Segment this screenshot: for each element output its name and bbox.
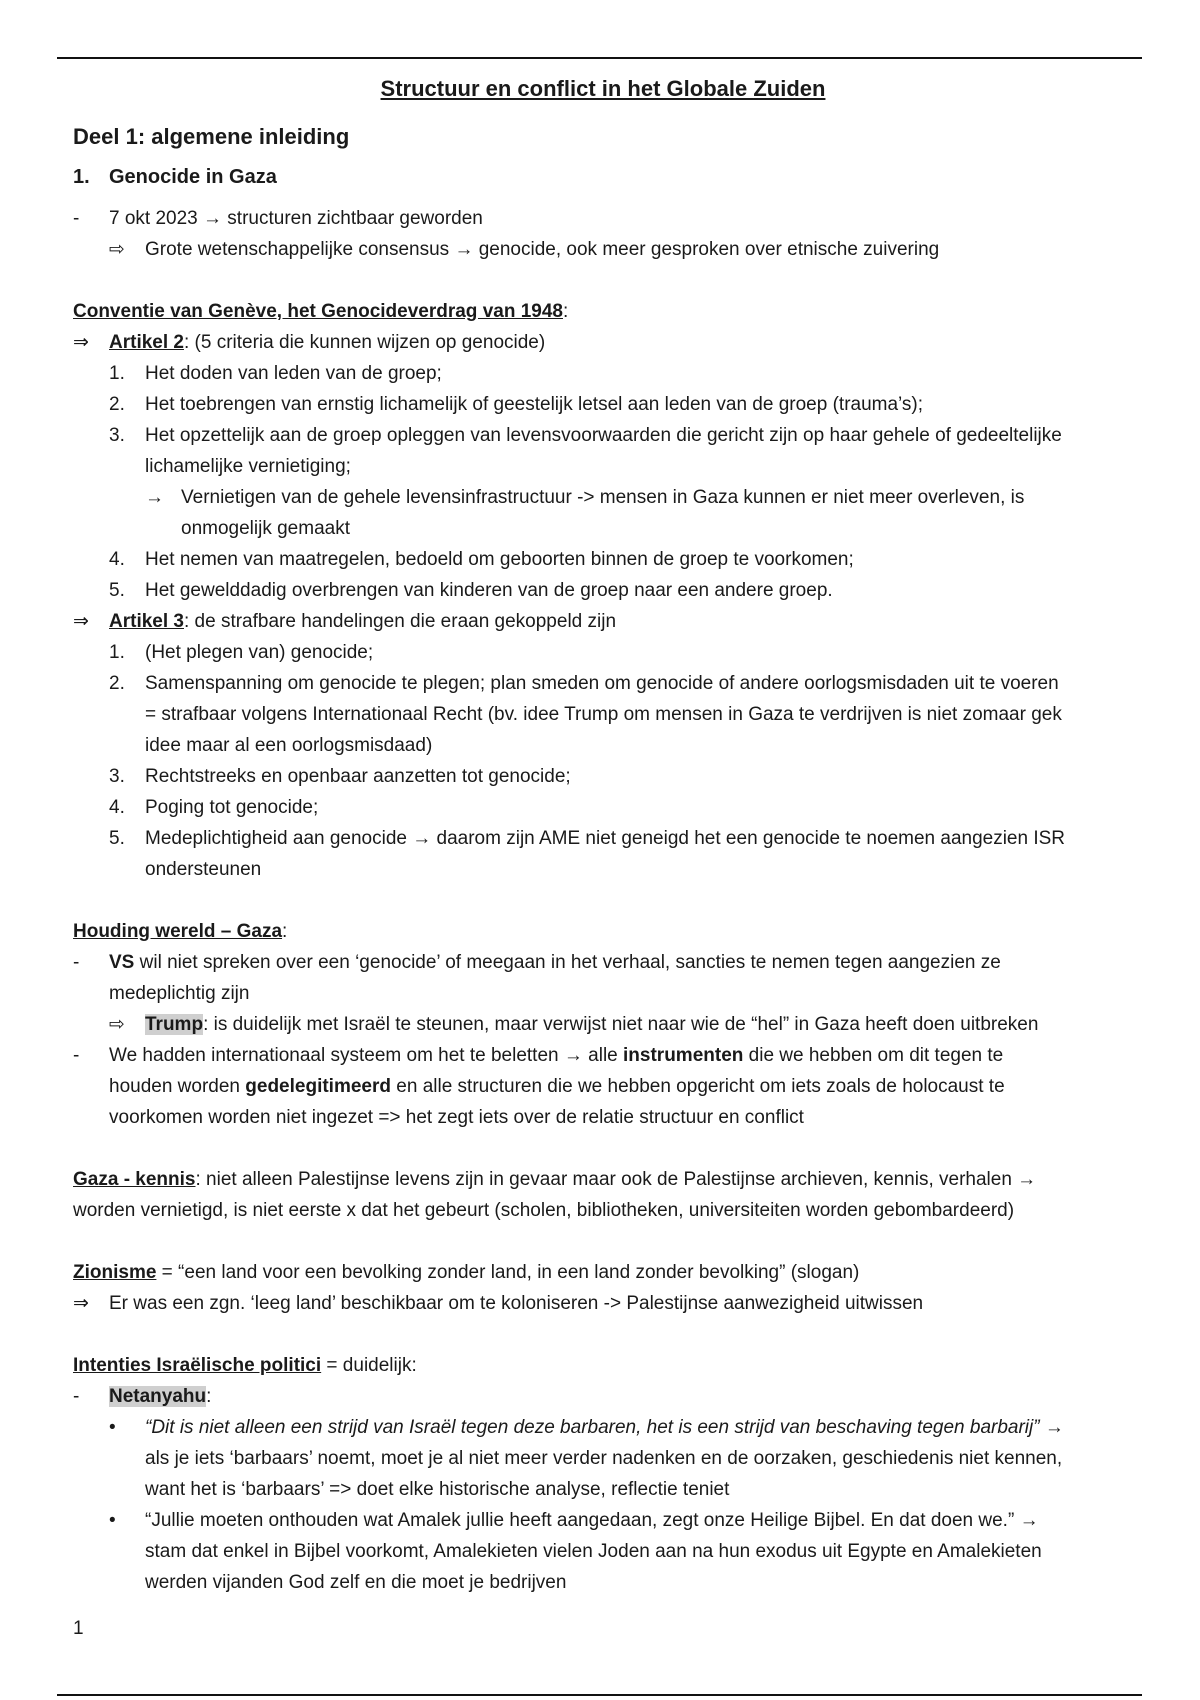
list-text: lichamelijke vernietiging; bbox=[145, 456, 351, 477]
vs-label: VS bbox=[109, 952, 135, 973]
list-text: (Het plegen van) genocide; bbox=[145, 642, 374, 663]
quote-1-text: want het is ‘barbaars’ => doet elke historische analyse, reflectie teniet bbox=[145, 1479, 730, 1500]
list-item bbox=[73, 668, 1133, 699]
arrow-icon: → bbox=[145, 487, 164, 508]
list-text: Medeplichtigheid aan genocide → daarom zijn AME niet geneigd het een genocide te noemen aangezien ISR bbox=[145, 828, 1066, 849]
colon: : bbox=[206, 1386, 212, 1407]
list-item bbox=[73, 544, 1133, 575]
dash-marker: - bbox=[73, 1045, 80, 1066]
system-bold: gedelegitimeerd bbox=[245, 1076, 391, 1097]
quote-2-continued bbox=[73, 1567, 1133, 1598]
zionisme-point-text: Er was een zgn. ‘leeg land’ beschikbaar om te koloniseren -> Palestijnse aanwezigheid uitwissen bbox=[109, 1293, 924, 1314]
document-page bbox=[73, 74, 1133, 1598]
trump-label: Trump bbox=[145, 1014, 204, 1035]
kennis-paragraph-continued bbox=[73, 1195, 1133, 1226]
dash-marker: - bbox=[73, 208, 80, 229]
intro-subline bbox=[73, 234, 1133, 265]
system-text: We hadden internationaal systeem om het te beletten → alle bbox=[109, 1045, 624, 1066]
list-text: Rechtstreeks en openbaar aanzetten tot genocide; bbox=[145, 766, 571, 787]
quote-1-arrow: → bbox=[1039, 1417, 1064, 1438]
article-3-text: : de strafbare handelingen die eraan gekoppeld zijn bbox=[183, 611, 617, 632]
sub-point-continued bbox=[73, 513, 1133, 544]
implies-icon: ⇒ bbox=[73, 1293, 89, 1314]
list-number: 5. bbox=[109, 580, 125, 601]
trump-point bbox=[73, 1009, 1133, 1040]
list-item bbox=[73, 575, 1133, 606]
vs-text: medeplichtig zijn bbox=[109, 983, 250, 1004]
zionisme-text: = “een land voor een bevolking zonder land, in een land zonder bevolking” (slogan) bbox=[156, 1262, 860, 1283]
list-number: 1. bbox=[109, 363, 125, 384]
implies-icon: ⇒ bbox=[73, 332, 89, 353]
netanyahu-point bbox=[73, 1381, 1133, 1412]
article-3 bbox=[73, 606, 1133, 637]
list-number: 2. bbox=[109, 394, 125, 415]
article-2 bbox=[73, 327, 1133, 358]
quote-1-continued bbox=[73, 1474, 1133, 1505]
intro-text: 7 okt 2023 → structuren zichtbaar geworden bbox=[109, 208, 483, 229]
list-text: ondersteunen bbox=[145, 859, 262, 880]
dash-marker: - bbox=[73, 1386, 80, 1407]
list-text: Poging tot genocide; bbox=[145, 797, 319, 818]
houding-heading bbox=[73, 916, 1133, 947]
list-item bbox=[73, 792, 1133, 823]
vs-text: wil niet spreken over een ‘genocide’ of meegaan in het verhaal, sancties te nemen tegen aangezien ze bbox=[134, 952, 1001, 973]
document-title: Structuur en conflict in het Globale Zuiden bbox=[380, 76, 826, 101]
system-point-continued bbox=[73, 1102, 1133, 1133]
system-point-continued bbox=[73, 1071, 1133, 1102]
vs-point bbox=[73, 947, 1133, 978]
intenties-label: Intenties Israëlische politici bbox=[73, 1355, 322, 1376]
list-item bbox=[73, 761, 1133, 792]
list-item bbox=[73, 420, 1133, 451]
kennis-label: Gaza - kennis bbox=[73, 1169, 196, 1190]
system-bold: instrumenten bbox=[623, 1045, 744, 1066]
list-item-continued bbox=[73, 854, 1133, 885]
quote-2-text: werden vijanden God zelf en die moet je bedrijven bbox=[145, 1572, 567, 1593]
quote-1 bbox=[73, 1412, 1133, 1443]
section-title: Genocide in Gaza bbox=[109, 166, 277, 188]
article-2-label: Artikel 2 bbox=[109, 332, 184, 353]
list-text: Het doden van leden van de groep; bbox=[145, 363, 442, 384]
zionisme-point bbox=[73, 1288, 1133, 1319]
double-arrow-icon: ⇨ bbox=[109, 1014, 125, 1035]
intro-line bbox=[73, 203, 1133, 234]
double-arrow-icon: ⇨ bbox=[109, 239, 125, 260]
system-text: die we hebben om dit tegen te bbox=[743, 1045, 1004, 1066]
netanyahu-label: Netanyahu bbox=[109, 1386, 207, 1407]
dash-marker: - bbox=[73, 952, 80, 973]
intenties-text: = duidelijk: bbox=[321, 1355, 417, 1376]
list-item-continued bbox=[73, 730, 1133, 761]
page-number: 1 bbox=[73, 1618, 84, 1639]
article-3-label: Artikel 3 bbox=[109, 611, 184, 632]
list-text: Het nemen van maatregelen, bedoeld om geboorten binnen de groep te voorkomen; bbox=[145, 549, 854, 570]
kennis-paragraph bbox=[73, 1164, 1133, 1195]
zionisme-paragraph bbox=[73, 1257, 1133, 1288]
list-number: 4. bbox=[109, 549, 125, 570]
zionisme-label: Zionisme bbox=[73, 1262, 157, 1283]
part-heading: Deel 1: algemene inleiding bbox=[73, 124, 350, 149]
list-item bbox=[73, 389, 1133, 420]
list-text: idee maar al een oorlogsmisdaad) bbox=[145, 735, 433, 756]
bullet-icon: • bbox=[109, 1417, 116, 1438]
list-text: Het toebrengen van ernstig lichamelijk of geestelijk letsel aan leden van de groep (trauma’s); bbox=[145, 394, 924, 415]
list-number: 2. bbox=[109, 673, 125, 694]
colon: : bbox=[562, 301, 569, 322]
list-text: = strafbaar volgens Internationaal Recht (bv. idee Trump om mensen in Gaza te verdrijven is niet zomaar gek bbox=[145, 704, 1062, 725]
list-item bbox=[73, 637, 1133, 668]
vs-point-continued bbox=[73, 978, 1133, 1009]
list-item-continued bbox=[73, 451, 1133, 482]
article-2-text: : (5 criteria die kunnen wijzen op genocide) bbox=[183, 332, 546, 353]
sub-point bbox=[73, 482, 1133, 513]
list-text: Samenspanning om genocide te plegen; plan smeden om genocide of andere oorlogsmisdaden uit te voeren bbox=[145, 673, 1059, 694]
quote-1-continued bbox=[73, 1443, 1133, 1474]
quote-2-continued bbox=[73, 1536, 1133, 1567]
bottom-rule bbox=[57, 1694, 1142, 1696]
sub-point-text: Vernietigen van de gehele levensinfrastructuur -> mensen in Gaza kunnen er niet meer overleven, is bbox=[181, 487, 1025, 508]
system-text: en alle structuren die we hebben opgericht om iets zoals de holocaust te bbox=[391, 1076, 1005, 1097]
list-number: 1. bbox=[109, 642, 125, 663]
colon: : bbox=[282, 921, 288, 942]
houding-heading-label: Houding wereld – Gaza bbox=[73, 921, 283, 942]
quote-2-text: stam dat enkel in Bijbel voorkomt, Amalekieten vielen Joden aan na hun exodus uit Egypte en Amalekieten bbox=[145, 1541, 1042, 1562]
list-item bbox=[73, 823, 1133, 854]
kennis-text: : niet alleen Palestijnse levens zijn in gevaar maar ook de Palestijnse archieven, kennis, verhalen → bbox=[195, 1169, 1037, 1190]
list-item bbox=[73, 358, 1133, 389]
system-point bbox=[73, 1040, 1133, 1071]
quote-2-text: “Jullie moeten onthouden wat Amalek jullie heeft aangedaan, zegt onze Heilige Bijbel. En dat doen we.” → bbox=[145, 1510, 1039, 1531]
bullet-icon: • bbox=[109, 1510, 116, 1531]
section-heading bbox=[73, 162, 1133, 193]
implies-icon: ⇒ bbox=[73, 611, 89, 632]
list-item-continued bbox=[73, 699, 1133, 730]
geneve-heading-label: Conventie van Genève, het Genocideverdrag van 1948 bbox=[73, 301, 563, 322]
list-number: 3. bbox=[109, 766, 125, 787]
kennis-text: worden vernietigd, is niet eerste x dat het gebeurt (scholen, bibliotheken, universiteiten worden gebombardeerd) bbox=[73, 1200, 1015, 1221]
system-text: houden worden bbox=[109, 1076, 246, 1097]
trump-text: : is duidelijk met Israël te steunen, maar verwijst niet naar wie de “hel” in Gaza heeft doen uitbreken bbox=[203, 1014, 1039, 1035]
list-number: 3. bbox=[109, 425, 125, 446]
quote-2 bbox=[73, 1505, 1133, 1536]
list-number: 5. bbox=[109, 828, 125, 849]
system-text: voorkomen worden niet ingezet => het zegt iets over de relatie structuur en conflict bbox=[109, 1107, 804, 1128]
list-number: 4. bbox=[109, 797, 125, 818]
intro-subtext: Grote wetenschappelijke consensus → genocide, ook meer gesproken over etnische zuivering bbox=[145, 239, 940, 260]
sub-point-text: onmogelijk gemaakt bbox=[181, 518, 350, 539]
quote-1-text: als je iets ‘barbaars’ noemt, moet je al niet meer verder nadenken en de oorzaken, geschiedenis niet kennen, bbox=[145, 1448, 1063, 1469]
list-text: Het opzettelijk aan de groep opleggen van levensvoorwaarden die gericht zijn op haar gehele of gedeeltelijke bbox=[145, 425, 1062, 446]
section-number: 1. bbox=[73, 166, 90, 188]
geneve-heading bbox=[73, 296, 1133, 327]
quote-1-text: “Dit is niet alleen een strijd van Israël tegen deze barbaren, het is een strijd van beschaving tegen barbarij” bbox=[145, 1417, 1040, 1438]
intenties-heading bbox=[73, 1350, 1133, 1381]
top-rule bbox=[57, 57, 1142, 59]
list-text: Het gewelddadig overbrengen van kinderen van de groep naar een andere groep. bbox=[145, 580, 833, 601]
